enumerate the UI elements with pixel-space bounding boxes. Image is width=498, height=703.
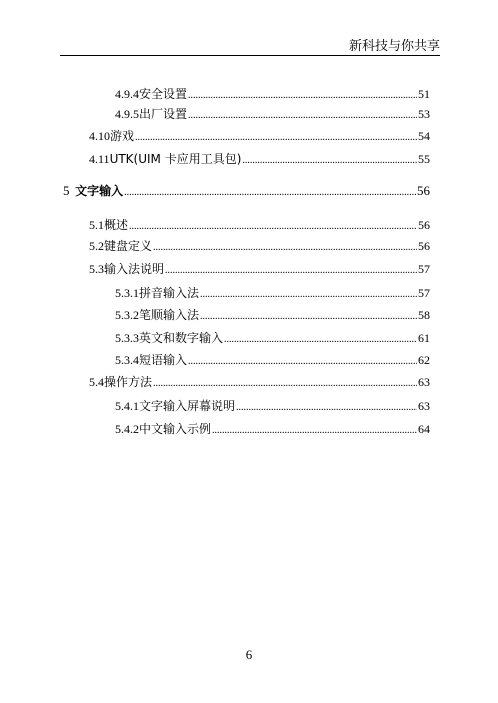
toc-entry-number: 5.2: [89, 239, 104, 253]
toc-entry-number: 5.4: [89, 375, 104, 389]
toc-entry-title: 拼音输入法: [139, 286, 200, 300]
toc-leader-dots: [124, 185, 416, 201]
toc-entry-page: 56: [417, 183, 430, 198]
toc-entry-title: 输入法说明: [104, 262, 165, 276]
toc-leader-dots: [153, 376, 417, 392]
toc-entry[interactable]: [89, 238, 430, 256]
toc-entry[interactable]: [115, 285, 430, 303]
toc-entry[interactable]: [115, 398, 430, 416]
toc-leader-dots: [135, 130, 417, 146]
toc-entry[interactable]: [89, 128, 430, 146]
toc-entry-title: UTK(UIM 卡应用工具包): [109, 152, 242, 166]
toc-entry[interactable]: [115, 352, 430, 370]
toc-entry-title: 游戏: [110, 129, 135, 143]
toc-entry-title: 英文和数字输入: [139, 331, 224, 345]
toc-entry-page: 56: [418, 239, 430, 253]
toc-entry[interactable]: [115, 307, 430, 325]
toc-entry-page: 58: [418, 308, 430, 322]
toc-entry-page: 64: [418, 422, 430, 436]
toc-entry-title: 出厂设置: [139, 107, 188, 121]
toc-entry[interactable]: [63, 183, 430, 201]
toc-leader-dots: [224, 332, 417, 348]
toc-entry[interactable]: [115, 330, 430, 348]
toc-entry-number: 4.9.4: [115, 87, 139, 101]
toc-entry-title: 安全设置: [139, 87, 188, 101]
toc-entry[interactable]: [89, 217, 430, 235]
toc-entry-number: 4.11: [89, 152, 110, 166]
toc-leader-dots: [188, 108, 417, 124]
toc-entry-title: 键盘定义: [104, 239, 153, 253]
toc-entry-number: 5.3: [89, 262, 104, 276]
toc-entry-title: 文字输入: [75, 184, 124, 198]
toc-entry-page: 63: [418, 399, 430, 413]
toc-entry-number: 5.4.1: [115, 399, 139, 413]
toc-entry-number: 5.3.4: [115, 353, 139, 367]
toc-leader-dots: [165, 263, 417, 279]
toc-entry-page: 57: [418, 262, 430, 276]
toc-entry[interactable]: [115, 86, 430, 104]
toc-entry-title: 中文输入示例: [139, 422, 212, 436]
toc-leader-dots: [200, 287, 417, 303]
toc-entry[interactable]: [89, 151, 430, 169]
toc-entry-number: 5.3.3: [115, 331, 139, 345]
toc-entry-title: 操作方法: [104, 375, 153, 389]
toc-entry[interactable]: [115, 421, 430, 439]
toc-entry-number: 5: [63, 183, 70, 198]
toc-entry[interactable]: [89, 261, 430, 279]
toc-entry[interactable]: [115, 106, 430, 124]
toc-leader-dots: [200, 309, 417, 325]
toc-entry-number: 5.1: [89, 218, 104, 232]
toc-entry-title: 概述: [104, 218, 129, 232]
toc-entry-page: 56: [418, 218, 430, 232]
toc-entry-page: 57: [418, 286, 430, 300]
toc-entry-page: 51: [418, 87, 430, 101]
page-number: 6: [245, 647, 253, 662]
toc-entry-page: 61: [418, 331, 430, 345]
toc-entry-page: 62: [418, 353, 430, 367]
toc-entry-number: 4.10: [89, 129, 110, 143]
toc-leader-dots: [188, 88, 417, 104]
toc-entry-title: 文字输入屏幕说明: [139, 399, 236, 413]
toc-leader-dots: [153, 240, 417, 256]
toc-leader-dots: [242, 153, 417, 169]
toc-entry-number: 4.9.5: [115, 107, 139, 121]
toc-leader-dots: [129, 219, 417, 235]
toc-entry-page: 53: [418, 107, 430, 121]
toc-leader-dots: [212, 423, 417, 439]
toc-entry-title: 短语输入: [139, 353, 188, 367]
header-title: 新科技与你共享: [348, 39, 440, 54]
toc-leader-dots: [188, 354, 417, 370]
toc-entry[interactable]: [89, 374, 430, 392]
toc-entry-title: 笔顺输入法: [139, 308, 200, 322]
toc-entry-page: 54: [418, 129, 430, 143]
toc-entry-number: 5.4.2: [115, 422, 139, 436]
toc-entry-page: 63: [418, 375, 430, 389]
toc-entry-number: 5.3.2: [115, 308, 139, 322]
toc-entry-page: 55: [418, 152, 430, 166]
header-rule: [60, 55, 440, 56]
toc-entry-number: 5.3.1: [115, 286, 139, 300]
toc-leader-dots: [236, 400, 417, 416]
